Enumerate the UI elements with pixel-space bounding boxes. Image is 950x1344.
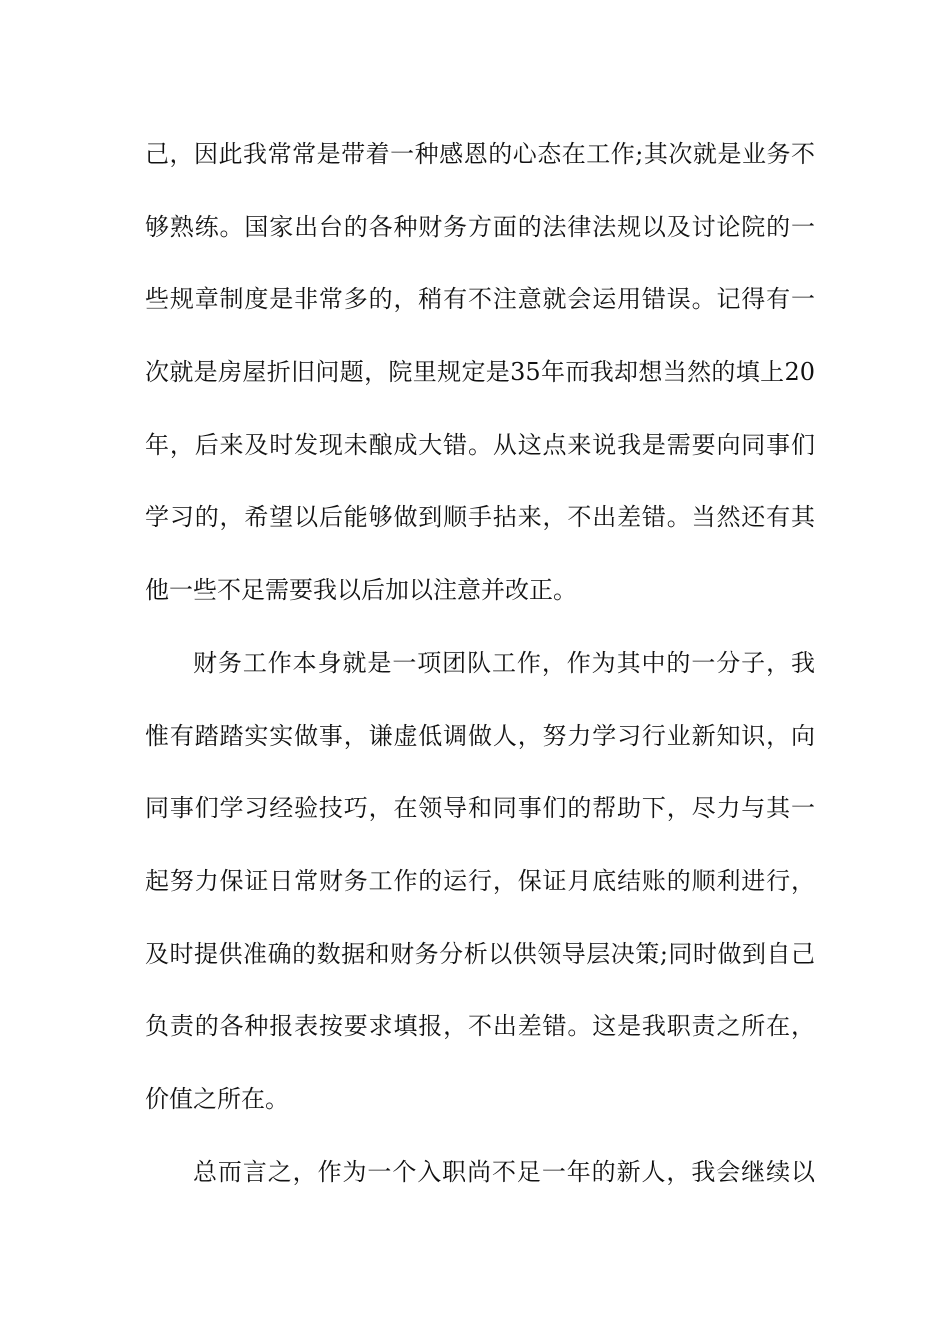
- text-line: 些规章制度是非常多的，稍有不注意就会运用错误。记得有一: [145, 285, 815, 314]
- text-line: 次就是房屋折旧问题，院里规定是35年而我却想当然的填上20: [145, 358, 815, 387]
- text-line: 够熟练。国家出台的各种财务方面的法律法规以及讨论院的一: [145, 212, 815, 241]
- text-line: 财务工作本身就是一项团队工作，作为其中的一分子，我: [193, 648, 815, 677]
- text-line: 及时提供准确的数据和财务分析以供领导层决策;同时做到自己: [145, 939, 815, 968]
- text-line: 总而言之，作为一个入职尚不足一年的新人，我会继续以: [193, 1157, 815, 1186]
- text-line: 年，后来及时发现未酿成大错。从这点来说我是需要向同事们: [145, 430, 815, 459]
- document-body: [145, 129, 815, 1219]
- text-line: 负责的各种报表按要求填报，不出差错。这是我职责之所在，: [145, 1012, 815, 1041]
- text-line: 价值之所在。: [145, 1084, 289, 1113]
- text-line: 他一些不足需要我以后加以注意并改正。: [145, 576, 577, 605]
- text-line: 同事们学习经验技巧，在领导和同事们的帮助下，尽力与其一: [145, 794, 815, 823]
- text-line: 学习的，希望以后能够做到顺手拈来，不出差错。当然还有其: [145, 503, 815, 532]
- text-line: 惟有踏踏实实做事，谦虚低调做人，努力学习行业新知识，向: [145, 721, 815, 750]
- text-line: 起努力保证日常财务工作的运行，保证月底结账的顺利进行，: [145, 866, 815, 895]
- text-line: 己，因此我常常是带着一种感恩的心态在工作;其次就是业务不: [145, 140, 815, 168]
